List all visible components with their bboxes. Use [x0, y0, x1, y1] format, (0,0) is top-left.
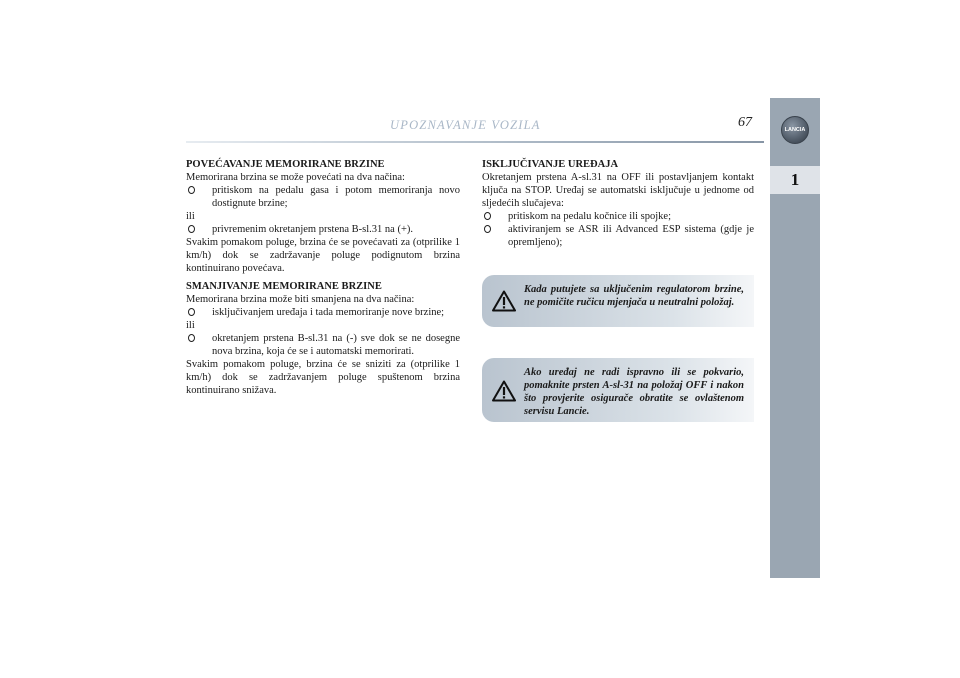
- running-header-title: UPOZNAVANJE VOZILA: [390, 118, 541, 132]
- section-heading-disable: ISKLJUČIVANJE UREĐAJA: [482, 159, 619, 170]
- list-item: [186, 184, 460, 210]
- header-divider: [186, 141, 764, 143]
- option-list: [186, 184, 460, 210]
- hollow-circle-bullet-icon: [188, 225, 195, 233]
- warning-box: [482, 358, 754, 422]
- condition-list: [482, 210, 754, 249]
- logo-text: LANCIA: [784, 127, 806, 133]
- list-item: [186, 332, 460, 358]
- hollow-circle-bullet-icon: [188, 308, 195, 316]
- warning-triangle-icon: [492, 290, 516, 312]
- section-intro: Memorirana brzina se može povećati na dva načina:: [186, 172, 405, 183]
- page-number: 67: [738, 115, 752, 130]
- list-item: [482, 223, 754, 249]
- warning-triangle-icon: [492, 380, 516, 402]
- warning-text: Kada putujete sa uključenim regulatorom brzine, ne pomičite ručicu mjenjača u neutralni položaj.: [524, 284, 744, 308]
- option-list: [186, 306, 460, 319]
- option-list: [186, 332, 460, 358]
- list-item: [186, 306, 460, 319]
- list-item-text: isključivanjem uređaja i tada memoriranje nove brzine;: [212, 307, 445, 318]
- list-item: [482, 210, 754, 223]
- lancia-logo-icon: [781, 116, 809, 144]
- option-list: [186, 223, 460, 236]
- list-item: [186, 223, 460, 236]
- right-column: [482, 158, 754, 249]
- section-heading-decrease: SMANJIVANJE MEMORIRANE BRZINE: [186, 281, 382, 292]
- hollow-circle-bullet-icon: [484, 225, 491, 233]
- left-column: [186, 158, 460, 397]
- list-item-text: pritiskom na pedalu kočnice ili spojke;: [508, 211, 672, 222]
- list-item-text: pritiskom na pedalu gasa i potom memoriranja novo dostignute brzine;: [212, 185, 460, 209]
- hollow-circle-bullet-icon: [484, 212, 491, 220]
- section-outro: Svakim pomakom poluge, brzina će se povećavati za (otprilike 1 km/h) dok se zadržavanje poluge podignutom brzina kontinuirano povećava.: [186, 237, 460, 274]
- or-separator: ili: [186, 211, 195, 222]
- list-item-text: aktiviranjem se ASR ili Advanced ESP sistema (gdje je opremljeno);: [508, 224, 754, 248]
- list-item-text: okretanjem prstena B-sl.31 na (-) sve dok se ne dosegne nova brzina, koja će se i automatski memorirati.: [212, 333, 460, 357]
- chapter-tab[interactable]: 1: [770, 166, 820, 194]
- hollow-circle-bullet-icon: [188, 186, 195, 194]
- warning-box: [482, 275, 754, 327]
- or-separator: ili: [186, 320, 195, 331]
- warning-text: Ako uređaj ne radi ispravno ili se pokvario, pomaknite prsten A-sl-31 na položaj OFF i nakon što provjerite osigurače obratite se ovlaštenom servisu Lancie.: [524, 367, 744, 417]
- hollow-circle-bullet-icon: [188, 334, 195, 342]
- section-heading-increase: POVEĆAVANJE MEMORIRANE BRZINE: [186, 159, 385, 170]
- section-intro: Memorirana brzina može biti smanjena na dva načina:: [186, 294, 415, 305]
- list-item-text: privremenim okretanjem prstena B-sl.31 na (+).: [212, 224, 413, 235]
- section-intro: Okretanjem prstena A-sl.31 na OFF ili postavljanjem kontakt ključa na STOP. Uređaj se automatski isključuje u jednome od sljedećih slučajeva:: [482, 172, 754, 209]
- section-outro: Svakim pomakom poluge, brzina će se sniziti za (otprilike 1 km/h) dok se zadržavanjem poluge spuštenom brzina kontinuirano snižava.: [186, 359, 460, 396]
